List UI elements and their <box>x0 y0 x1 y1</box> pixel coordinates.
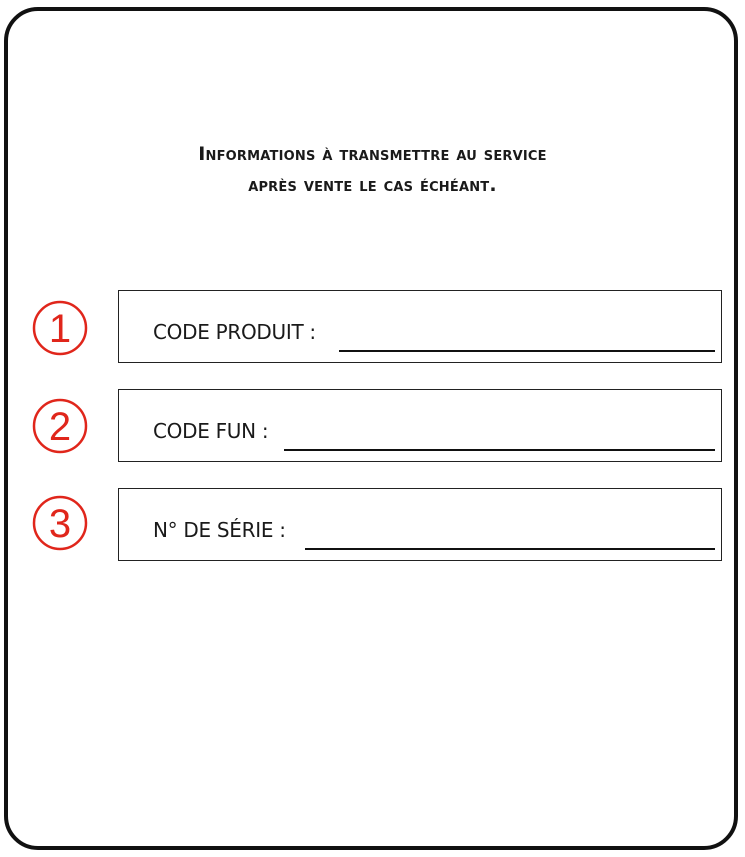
fun-code-label: CODE FUN : <box>153 419 269 443</box>
serial-number-label: N° DE SÉRIE : <box>153 518 286 542</box>
marker-digit: 3 <box>48 502 72 546</box>
heading-line-1: Informations à transmettre au service <box>198 143 547 165</box>
serial-number-input-line[interactable] <box>305 548 715 550</box>
marker-digit: 2 <box>48 405 72 449</box>
number-marker-3 <box>30 493 90 553</box>
fun-code-field[interactable] <box>118 389 722 462</box>
fun-code-input-line[interactable] <box>284 449 715 451</box>
number-marker-1 <box>30 298 90 358</box>
serial-number-field[interactable] <box>118 488 722 561</box>
heading-line-2: après vente le cas échéant. <box>248 174 497 196</box>
marker-digit: 1 <box>48 307 72 351</box>
product-code-field[interactable] <box>118 290 722 363</box>
product-code-label: CODE PRODUIT : <box>153 320 316 344</box>
number-marker-2 <box>30 396 90 456</box>
product-code-input-line[interactable] <box>339 350 715 352</box>
